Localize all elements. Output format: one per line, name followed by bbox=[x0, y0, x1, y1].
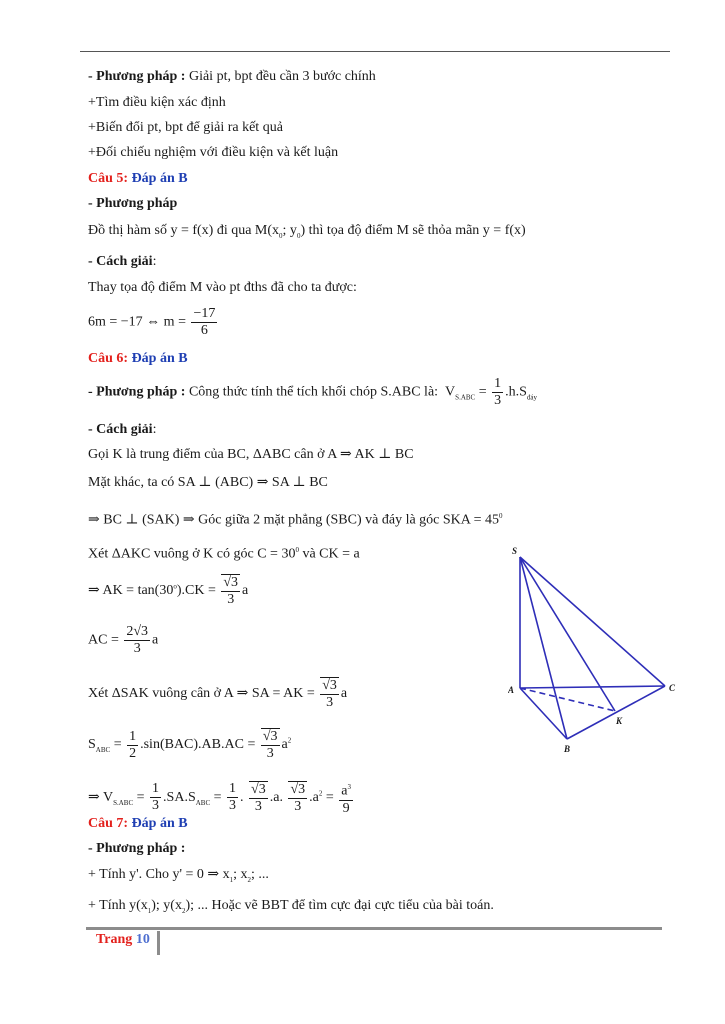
fraction: $\frac{√3}{3}$ bbox=[262, 729, 278, 761]
step-2: +Biến đổi pt, bpt để giải ra kết quả bbox=[88, 120, 283, 135]
q6-line-4: Xét ΔAKC vuông ở K có góc $C = 30^0$ và CK = a bbox=[88, 546, 360, 562]
q6-method: - Phương pháp : Công thức tính thể tích khối chóp S.ABC là: $V_{S.ABC}$ = $\frac{1}{3}$ $.h.S_{đáy}$ bbox=[88, 376, 538, 408]
step-1: +Tìm điều kiện xác định bbox=[88, 95, 226, 110]
q7-method-label: - Phương pháp : bbox=[88, 841, 186, 856]
label-K: K bbox=[616, 716, 623, 726]
q5-method-text: Đồ thị hàm số y = f(x) đi qua $M(x_0$; $y_0$) thì tọa độ điểm M sẽ thỏa mãn y = f(x) bbox=[88, 223, 526, 240]
fraction: $\frac{1}{3}$ bbox=[229, 781, 237, 814]
q6-line-5: ⇒ AK = $\tan(30^o).CK$ = $\frac{√3}{3}$ a bbox=[88, 575, 249, 607]
q6-line-3: ⇒ BC ⊥ (SAK) ⇒ Góc giữa 2 mặt phẳng (SBC) và đáy là góc SKA = $45^0$ bbox=[88, 512, 503, 528]
fraction: $\frac{1}{3}$ bbox=[152, 781, 160, 814]
fraction: $\frac{-17}{6}$ bbox=[193, 306, 216, 338]
q7-line-1: + Tính y'. Cho y' = 0 ⇒ $x_1$; $x_2$; ... bbox=[88, 867, 269, 884]
edge-SB bbox=[520, 557, 567, 739]
q6-line-8: $S_{ABC}$ = $\frac{1}{2}$ .sin(BAC).AB.AC = $\frac{√3}{3}$ $a^2$ bbox=[88, 728, 292, 761]
edge-BC bbox=[567, 686, 665, 739]
pyramid-figure bbox=[508, 543, 683, 758]
step-3: +Đối chiếu nghiệm với điều kiện và kết luận bbox=[88, 145, 339, 160]
q5-solve-label: - Cách giải: bbox=[88, 254, 157, 269]
q6-line-1: Gọi K là trung điểm của BC, ΔABC cân ở A ⇒ AK ⊥ BC bbox=[88, 447, 414, 462]
q6-line-9: ⇒ $V_{S.ABC}$ = $\frac{1}{3}$ $.SA.S_{ABC}$ = $\frac{1}{3}$ . $\frac{√3}{3}$ .a. $\frac{√3}{3}$ $.a^2$ = $\frac{a^3}{9}$ bbox=[88, 779, 355, 817]
fraction: $\frac{√3}{3}$ bbox=[251, 781, 266, 814]
method-label: - Phương pháp : bbox=[88, 69, 186, 84]
page-number: Trang 10 bbox=[96, 932, 150, 947]
label-S: S bbox=[512, 546, 518, 556]
fraction: $\frac{1}{2}$ bbox=[129, 728, 137, 761]
q7-line-2: + Tính $y(x_1)$; $y(x_2)$; ... Hoặc vẽ BBT để tìm cực đại cực tiểu của bài toán. bbox=[88, 898, 494, 915]
fraction: $\frac{√3}{3}$ bbox=[290, 781, 306, 814]
q6-line-7: Xét ΔSAK vuông cân ở A ⇒ SA = AK = $\frac{√3}{3}$ a bbox=[88, 678, 348, 710]
q6-solve-label: - Cách giải: bbox=[88, 422, 157, 437]
footer-divider bbox=[157, 931, 160, 955]
question-7-heading: Câu 7: Đáp án B bbox=[88, 816, 188, 831]
edge-AC bbox=[520, 686, 665, 688]
q5-method-label: - Phương pháp bbox=[88, 196, 178, 211]
fraction: $\frac{1}{3}$ bbox=[494, 376, 502, 408]
footer-rule bbox=[86, 927, 662, 930]
label-A: A bbox=[508, 685, 515, 695]
label-C: C bbox=[669, 683, 676, 693]
question-6-heading: Câu 6: Đáp án B bbox=[88, 351, 188, 366]
header-rule bbox=[80, 51, 670, 52]
method-line bbox=[88, 68, 376, 86]
fraction: $\frac{a^3}{9}$ bbox=[339, 779, 353, 817]
fraction: $\frac{√3}{3}$ bbox=[322, 678, 337, 710]
fraction: $\frac{2√3}{3}$ bbox=[126, 624, 149, 656]
fraction: $\frac{√3}{3}$ bbox=[223, 575, 239, 607]
question-5-heading: Câu 5: Đáp án B bbox=[88, 171, 188, 186]
label-B: B bbox=[564, 744, 571, 754]
q5-sub-text: Thay tọa độ điểm M vào pt đths đã cho ta được: bbox=[88, 280, 357, 295]
method-text: Giải pt, bpt đều cần 3 bước chính bbox=[188, 69, 376, 84]
q6-line-2: Mặt khác, ta có SA ⊥ (ABC) ⇒ SA ⊥ BC bbox=[88, 475, 328, 490]
edge-SC bbox=[520, 557, 665, 686]
q5-equation: 6m = −17 ⇔ m = $\frac{-17}{6}$ bbox=[88, 306, 216, 338]
q6-line-6: AC = $\frac{2√3}{3}$ a bbox=[88, 624, 159, 656]
edge-AK bbox=[520, 688, 615, 711]
